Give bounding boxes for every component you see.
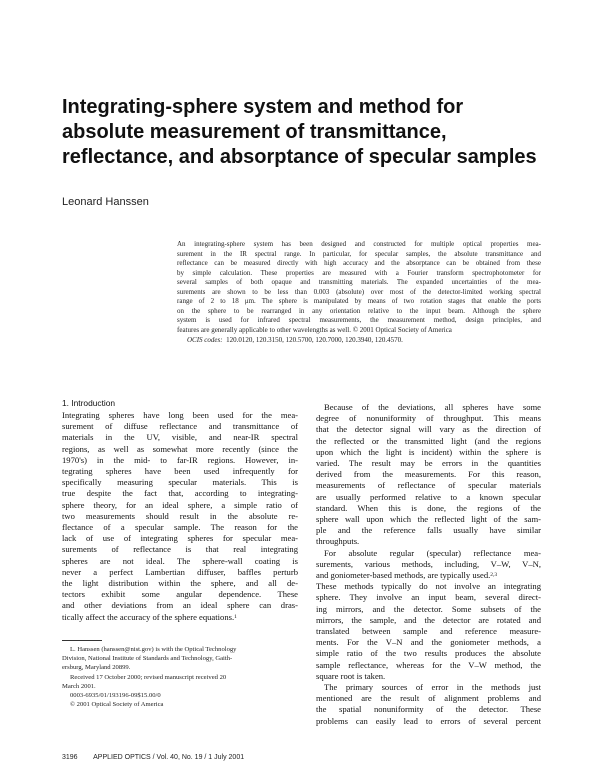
- page-footer: [62, 754, 244, 761]
- ocis-codes: [187, 336, 403, 344]
- section-heading: 1. Introduction: [62, 398, 116, 408]
- abstract-line: features are generally applicable to other wavelengths as well. © 2001 Optical Society of America: [177, 325, 452, 334]
- body-line: spheres are not ideal. The sphere-wall coating is: [62, 555, 298, 566]
- footnote-line: 0003-6935/01/193196-09$15.00/0: [70, 692, 161, 700]
- body-line: tegrating spheres have been used infrequently for: [62, 466, 298, 477]
- body-line: the reflected or the transmitted light (and the regions: [316, 435, 541, 446]
- body-line: the spatial nonuniformity of the detector. These: [316, 704, 541, 715]
- body-line: tectors exhibit some angular dependence. These: [62, 589, 298, 600]
- body-line: translated between sample and reference measure-: [316, 626, 541, 637]
- right-column-text: [316, 402, 541, 727]
- body-line: lack of use of integrating spheres for specular mea-: [62, 533, 298, 544]
- left-column-text: [62, 410, 298, 623]
- footnote-rule: [62, 640, 102, 641]
- abstract-line: reflectance can be measured directly with high accuracy and the absorptance can be obtained from these: [177, 259, 541, 268]
- footnote-line: Received 17 October 2000; revised manuscript received 20: [70, 673, 227, 681]
- abstract-line: system is used for infrared spectral measurements, the measurement method, design principles, and: [177, 316, 541, 325]
- body-line: mirrors, the sample, and the detector are rotated and: [316, 614, 541, 625]
- ocis-label: OCIS codes:: [187, 336, 223, 344]
- body-line: ments. For the V–N and the goniometer methods, a: [316, 637, 541, 648]
- abstract-line: on the sphere to be rearranged in any orientation relative to the input beam. Although the sphere: [177, 306, 541, 315]
- journal-citation: APPLIED OPTICS / Vol. 40, No. 19 / 1 July 2001: [93, 754, 245, 761]
- abstract-line: surements are shown to be less than 0.003 (absolute) over most of the detector-limited working spectral: [177, 287, 541, 296]
- body-line: upon which the light is incident) within the sphere is: [316, 446, 541, 457]
- body-line: The primary sources of error in the methods just: [324, 682, 541, 693]
- body-line: derived from the measurements. For this reason,: [316, 469, 541, 480]
- body-line: surement of diffuse reflectance and transmittance of: [62, 421, 298, 432]
- body-line: sphere theory, for an ideal sphere, a simple ratio of: [62, 499, 298, 510]
- body-line: that the detector signal will vary as the direction of: [316, 424, 541, 435]
- body-line: flectance of a specular sample. The reason for the: [62, 522, 298, 533]
- body-line: ple and the reference falls usually have similar: [316, 525, 541, 536]
- body-line: standard. When this is done, the regions of the: [316, 502, 541, 513]
- body-line: 1970's) in the mid- to far-IR regions. However, in-: [62, 454, 298, 465]
- author-name: Leonard Hanssen: [62, 196, 149, 208]
- abstract-line: several samples of both opaque and transmitting materials. The expanded uncertainties of the mea-: [177, 278, 541, 287]
- body-line: surements, various methods, including, V–W, V–N,: [316, 558, 541, 569]
- title-line: Integrating-sphere system and method for: [62, 96, 464, 118]
- body-line-text: and goniometer-based methods, are typically used.: [316, 570, 491, 581]
- footnote-line: Division, National Institute of Standards and Technology, Gaith-: [62, 655, 233, 663]
- body-line: measurements of reflectance of specular materials: [316, 480, 541, 491]
- body-line: materials in the UV, visible, and near-IR spectral: [62, 432, 298, 443]
- body-line: sphere wall upon which the reflected light of the sam-: [316, 514, 541, 525]
- body-line: sample reflectance, whereas for the V–W method, the: [316, 659, 541, 670]
- footnotes: [62, 645, 298, 709]
- body-line: throughputs.: [316, 536, 360, 547]
- citation-superscript: 2,3: [490, 572, 498, 579]
- body-line: simple ratio of the two results produces the absolute: [316, 648, 541, 659]
- body-line: are usually performed relative to a known specular: [316, 491, 541, 502]
- body-line: never a perfect Lambertian diffuser, baffles perturb: [62, 566, 298, 577]
- body-line: specifically measuring specular materials. This is: [62, 477, 298, 488]
- body-line: varied. The result may be errors in the quantities: [316, 458, 541, 469]
- body-line: For absolute regular (specular) reflectance mea-: [324, 547, 541, 558]
- title-line: reflectance, and absorptance of specular samples: [62, 146, 537, 168]
- body-line-end: [316, 570, 541, 581]
- body-line: mentioned are the result of alignment problems and: [316, 693, 541, 704]
- body-line: true despite the fact that, according to integrating-: [62, 488, 298, 499]
- body-line: the light distribution within the sphere, and all de-: [62, 578, 298, 589]
- footnote-line: L. Hanssen (hanssen@nist.gov) is with the Optical Technology: [70, 646, 237, 653]
- article-title: [62, 95, 537, 170]
- body-line: sphere. They involve an input beam, several direct-: [316, 592, 541, 603]
- page-number: 3196: [62, 754, 78, 761]
- body-line: and other deviations from an ideal sphere can dras-: [62, 600, 298, 611]
- body-line: Integrating spheres have long been used for the mea-: [62, 410, 298, 420]
- body-line: surements of reflectance is that real integrating: [62, 544, 298, 555]
- body-line: two measurements should result in the absolute re-: [62, 510, 298, 521]
- title-line: absolute measurement of transmittance,: [62, 121, 447, 143]
- body-line-end: [62, 612, 298, 623]
- citation-superscript: 1: [234, 613, 237, 620]
- footnote-line: March 2001.: [62, 682, 96, 690]
- body-line: square root is taken.: [316, 670, 386, 681]
- body-line: degree of nonuniformity of throughput. This means: [316, 413, 541, 424]
- body-line: problems can easily lead to errors of several percent: [316, 715, 541, 726]
- body-line: These methods typically do not involve an integrating: [316, 581, 541, 592]
- body-line: Because of the deviations, all spheres have some: [324, 402, 541, 412]
- body-line: ing mirrors, and the detector. Some subsets of the: [316, 603, 541, 614]
- abstract-line: surement in the IR spectral range. In particular, for specular samples, the absolute transmittance and: [177, 249, 541, 258]
- body-line: regions, as well as somewhat more recently (since the: [62, 443, 298, 454]
- abstract-line: by simple calculation. These properties are measured with a Fourier transform spectrophotometer for: [177, 268, 541, 277]
- abstract-line: An integrating-sphere system has been designed and constructed for multiple optical properties mea-: [177, 240, 541, 248]
- footnote-line: ersburg, Maryland 20899.: [62, 664, 131, 672]
- footnote-line: © 2001 Optical Society of America: [70, 701, 164, 709]
- abstract-line: range of 2 to 18 μm. The sphere is manipulated by means of two rotation stages that enable the ports: [177, 297, 541, 306]
- body-line-text: tically affect the accuracy of the sphere equations.: [62, 611, 235, 622]
- abstract: [177, 240, 541, 335]
- ocis-code-list: 120.0120, 120.3150, 120.5700, 120.7000, 120.3940, 120.4570.: [226, 336, 403, 344]
